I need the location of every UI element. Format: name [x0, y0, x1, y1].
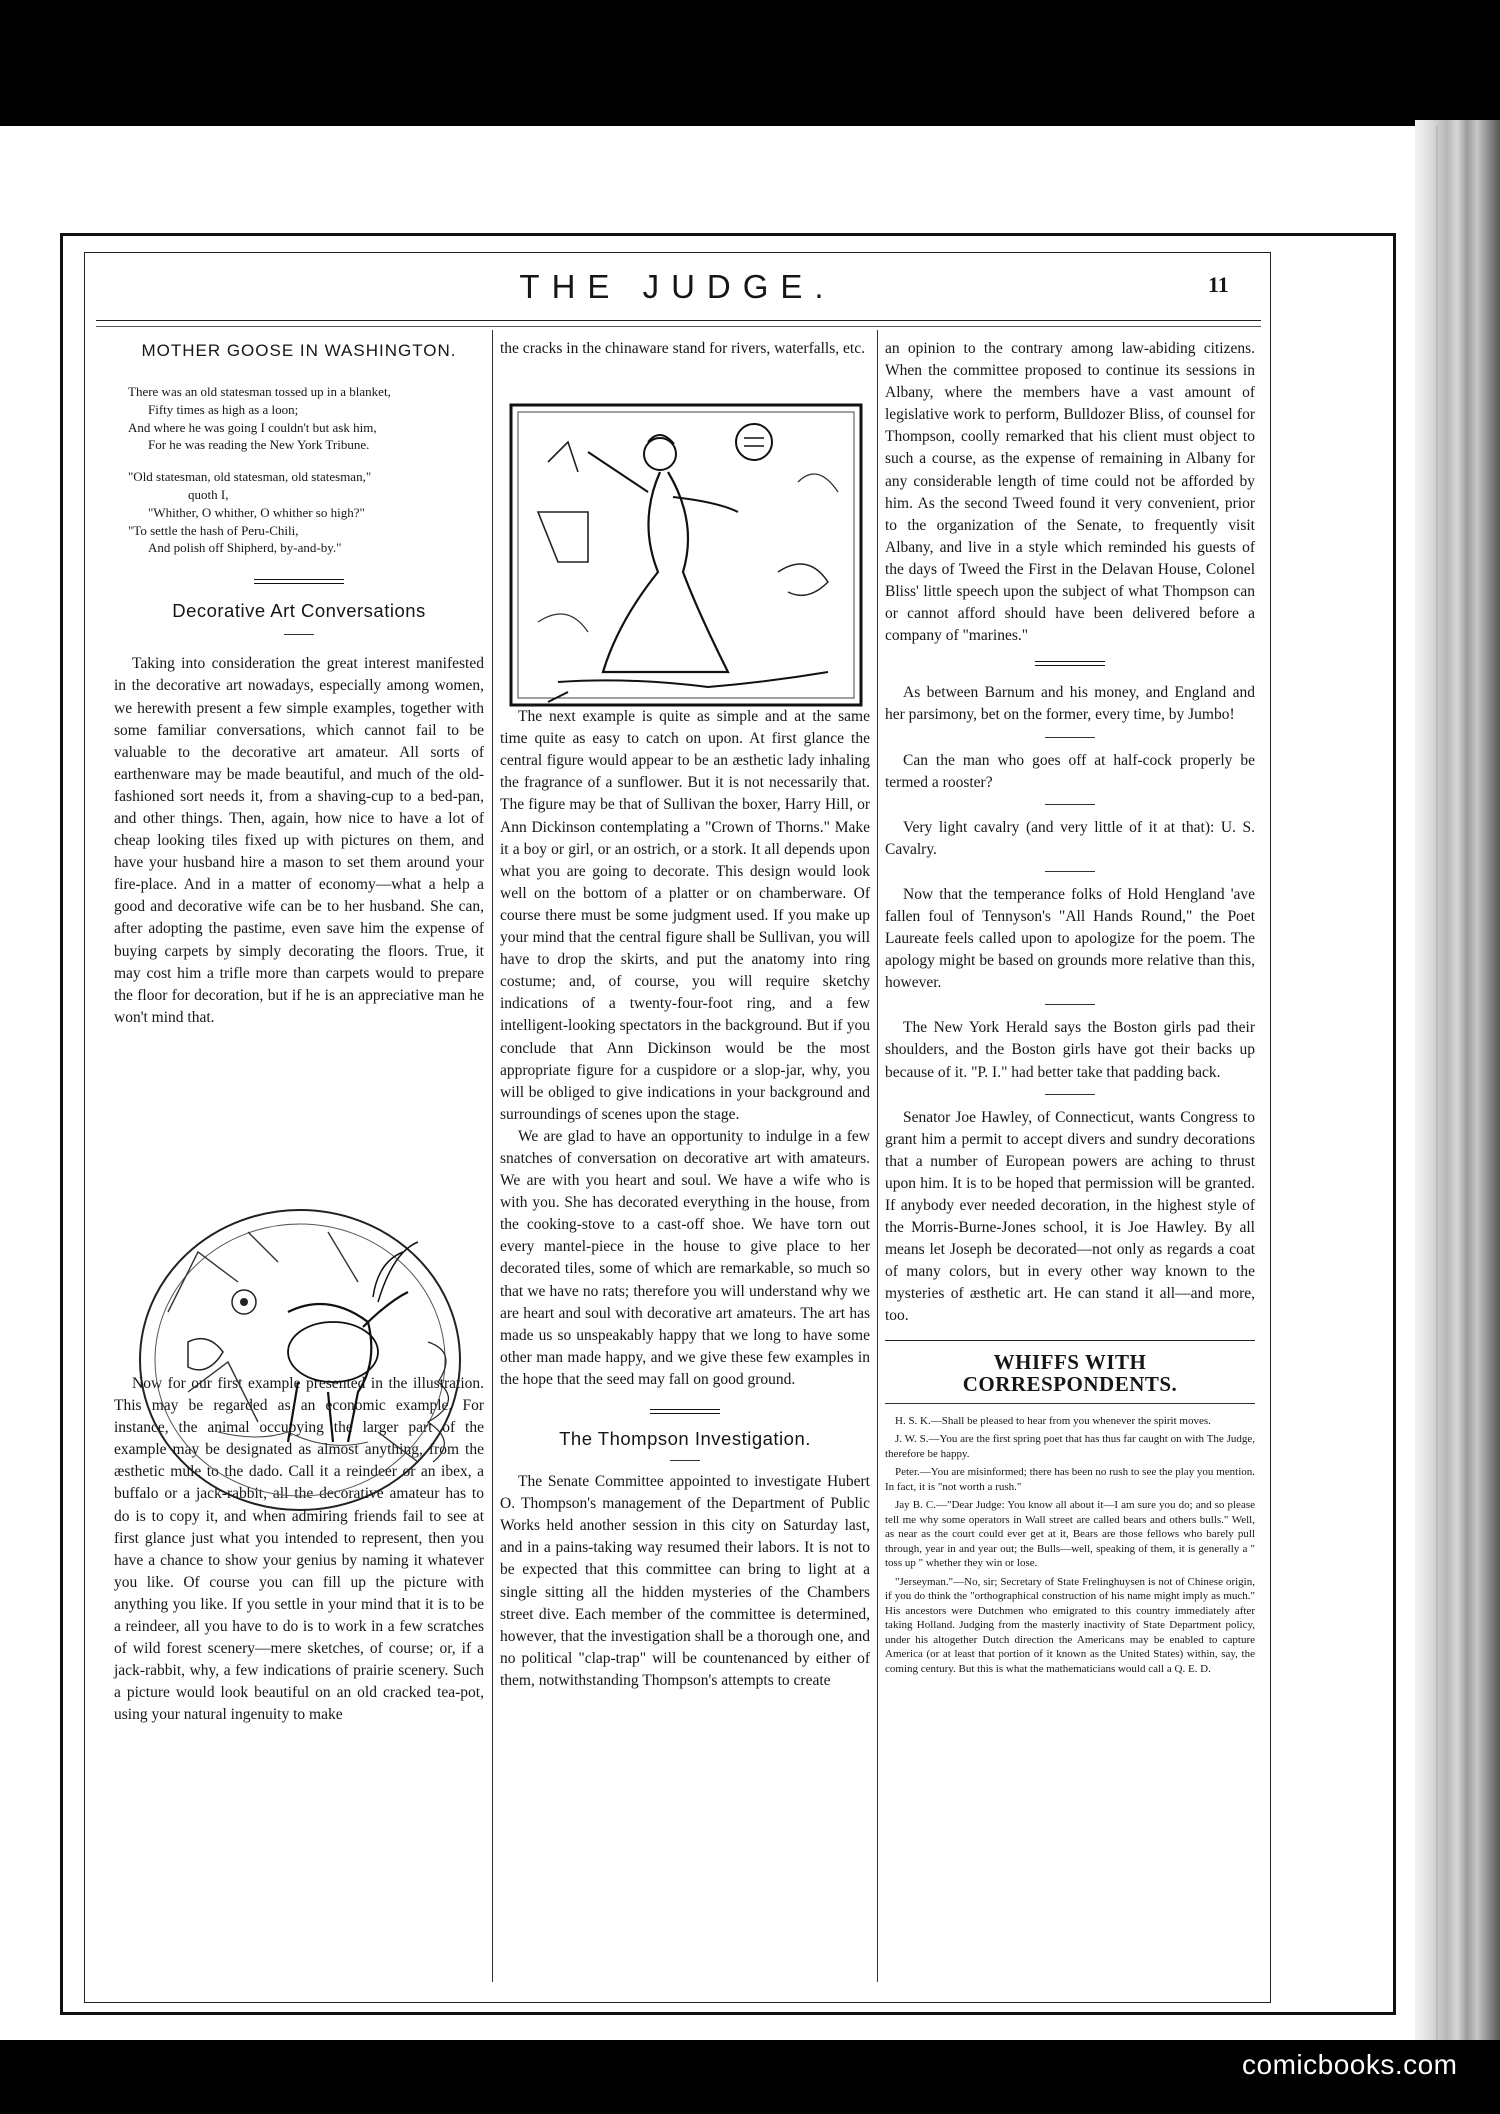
- item-separator: [1045, 804, 1095, 805]
- paragraph: Can the man who goes off at half-cock properly be termed a rooster?: [885, 751, 1255, 791]
- correspondent-note: J. W. S.—You are the first spring poet that has thus far caught on with The Judge, therefore be happy.: [885, 1433, 1255, 1460]
- item-separator: [1045, 1094, 1095, 1095]
- source-watermark: comicbooks.com: [1242, 2049, 1458, 2080]
- aesthetic-lady-tile-illustration: [508, 402, 864, 708]
- verse-line: "To settle the hash of Peru-Chili,: [128, 522, 299, 538]
- section-rule: [885, 1340, 1255, 1341]
- page-edge-line: [1436, 126, 1438, 2040]
- masthead-title: THE JUDGE.: [519, 268, 836, 305]
- section-divider: [885, 661, 1255, 666]
- paragraph: The Senate Committee appointed to investigate Hubert O. Thompson's management of the Department of Public Works held another session in this city on Saturday last, and in a pains-taking way resumed their labors. It is not to be expected that this committee can bring to light at a single sitting all the hidden mysteries of the Chambers street dive. Each member of the committee is determined, however, that the investigation shall be a thorough one, and no political "clap-trap" will be countenanced by either of them, notwithstanding Thompson's attempts to create: [500, 1473, 870, 1689]
- masthead-rule: [96, 320, 1261, 321]
- verse-line: There was an old statesman tossed up in a blanket,: [128, 384, 391, 400]
- item-separator: [1045, 737, 1095, 738]
- article-heading-decorative-art: Decorative Art Conversations: [172, 600, 426, 622]
- item-separator: [1045, 1004, 1095, 1005]
- column-divider: [877, 330, 878, 1982]
- correspondent-note: Jay B. C.—"Dear Judge: You know all about it—I am sure you do; and so please tell me why some operators in Wall street are called bears and others bulls." Well, as near as the court could ever get at it, Bears are those fellows who barely pull through, year in and year out; the Bulls—well, speaking of them, it is generally a " toss up " whether they win or lose.: [885, 1499, 1255, 1570]
- verse-line: And polish off Shipherd, by-and-by.": [148, 540, 342, 556]
- correspondents-list: [885, 1414, 1255, 1677]
- paragraph: the cracks in the chinaware stand for rivers, waterfalls, etc.: [500, 340, 865, 357]
- column-3: [885, 338, 1255, 1680]
- paragraph: Now that the temperance folks of Hold Hengland 'ave fallen foul of Tennyson's "All Hands Round," the Poet Laureate feels called upon to apologize for the poem. The apology might be based on grounds more relative than this, however.: [885, 885, 1255, 992]
- paragraph: As between Barnum and his money, and England and her parsimony, bet on the former, every time, by Jumbo!: [885, 684, 1255, 724]
- article-heading-whiffs: WHIFFS WITH CORRESPONDENTS.: [962, 1349, 1178, 1396]
- section-divider: [500, 1409, 870, 1414]
- masthead-rule-thin: [96, 326, 1261, 327]
- paragraph: Taking into consideration the great interest manifested in the decorative art nowadays, especially among women, we herewith present a few simple examples, together with some familiar conversations, which cannot fail to be valuable to the decorative art amateur. All sorts of earthenware may be made beautiful, and much of the old-fashioned sort needs it, from a shaving-cup to a bed-pan, and other things. Then, again, how nice to have a lot of cheap looking tiles fixed up with pictures on them, and have your husband hire a mason to set them around your fire-place. And in a matter of economy—what a help a good and decorative wife can be to her husband. She can, after adopting the pastime, even save him the expense of buying carpets by simply decorating the floors. True, it may cost him a trifle more than carpets would to prepare the floor for decoration, but if he is an appreciative man he won't mind that.: [114, 655, 484, 1026]
- paragraph: Very light cavalry (and very little of it at that): U. S. Cavalry.: [885, 818, 1255, 858]
- paragraph: an opinion to the contrary among law-abiding citizens. When the committee proposed to continue its sessions in Albany, where the members have a vast amount of legislative work to perform, Bulldozer Bliss, of counsel for Thompson, coolly remarked that his client must object to such a course, as the expense of remaining in Albany for any considerable length of time could not be afforded by him. As the second Tweed found it very convenient, prior to the organization of the Senate, to frequently visit Albany, and live in a style which reminded his guests of the days of Tweed the First in the Delavan House, Colonel Bliss' little speech upon the subject of what Thompson can or cannot afford should have been delivered before a company of "marines.": [885, 340, 1255, 645]
- paragraph: The next example is quite as simple and at the same time quite as easy to catch on upon. At first glance the central figure would appear to be an æsthetic lady inhaling the fragrance of a sunflower. But it is not necessarily that. The figure may be that of Sullivan the boxer, Harry Hill, or Ann Dickinson contemplating a "Crown of Thorns." Make it a boy or girl, or an ostrich, or a stork. It all depends upon what you are going to decorate. This design would look well on the bottom of a platter or on chamberware. Of course there must be some judgment used. If you make up your mind that the central figure shall be Sullivan, you will have to drop the skirts, and put the anatomy into ring costume; and, of course, you will require sketchy indications of a twenty-four-foot ring, and a few intelligent-looking spectators in the background. But if you conclude that Ann Dickinson would be the most appropriate figure for a cuspidore or a slop-jar, why, you will be obliged to give indications in your background and surroundings of scenes upon the stage.: [500, 708, 870, 1123]
- verse-line: "Old statesman, old statesman, old statesman,": [128, 469, 372, 485]
- correspondent-note: "Jerseyman."—No, sir; Secretary of State Frelinghuysen is not of Chinese origin, if you do think the "orthographical construction of his name might imply as much." His ancestors were Dutchmen who emigrated to this country immediately after taking Holland. Judging from the masterly inactivity of State Department policy, under his altogether Dutch direction the Americans may be enabled to capture America (or at least that portion of it known as the United States) within, say, the coming century. But this is what the mathematicians would call a Q. E. D.: [885, 1575, 1255, 1675]
- section-rule: [885, 1403, 1255, 1404]
- item-separator: [1045, 871, 1095, 872]
- paragraph: Now for our first example presented in the illustration. This may be regarded as an economic example. For instance, the animal occupying the larger part of the example may be designated as almost anything, from the æsthetic mule to the dado. Call it a reindeer or an ibex, a buffalo or a jack-rabbit, all the decorative amateur has to do is to copy it, and when admiring friends fail to see at first glance just what you intended to represent, then you have a chance to show your genius by naming it whatever you like. Of course you can fill up the picture with anything you like. If you settle in your mind that it is to be a reindeer, all you have to do is to work in a few scratches of wild forest scenery—mere sketches, of course; or, if a jack-rabbit, why, a few indications of prairie scenery. Such a picture would look beautiful on an old cracked tea-pot, using your natural ingenuity to make: [114, 1374, 484, 1724]
- verse-stanza-2: [114, 468, 484, 557]
- heading-underline: [670, 1460, 700, 1461]
- book-spine-edge: [1415, 120, 1500, 2045]
- heading-underline: [284, 634, 314, 635]
- correspondent-note: Peter.—You are misinformed; there has been no rush to see the play you mention. In fact, it is "not worth a rush.": [885, 1466, 1255, 1493]
- verse-line: For he was reading the New York Tribune.: [148, 437, 370, 453]
- column-divider: [492, 330, 493, 1982]
- decorative-plate-illustration: [128, 1192, 478, 1524]
- verse-stanza-1: [114, 383, 484, 454]
- paragraph: Senator Joe Hawley, of Connecticut, wants Congress to grant him a permit to accept divers and sundry decorations that a number of European powers are aching to thrust upon him. It is to be hoped that permission will be granted. If anybody ever needed decoration, in the highest style of the Morris-Burne-Jones school, it is Joe Hawley. By all means let Joseph be decorated—not only as regards a coat of many colors, but in every other way known to the mysteries of æsthetic art. He can stand it all—and more, too.: [885, 1108, 1255, 1325]
- article-heading-mother-goose: MOTHER GOOSE IN WASHINGTON.: [141, 341, 457, 360]
- verse-line: Fifty times as high as a loon;: [148, 401, 299, 417]
- paragraph: We are glad to have an opportunity to indulge in a few snatches of conversation on decorative art with amateurs. We are with you heart and soul. We have a wife who is with you. She has decorated everything in the house, from the cooking-stove to a cast-off shoe. We have torn out every mantel-piece in the house to give place to her decorated tiles, some of which are remarkable, so much so that we have no rats; therefore you will understand why we are heart and soul with decorative art amateurs. The art has made us so unspeakably happy that we long to have some other man made happy, and we give these few examples in the hope that the seed may fall on good ground.: [500, 1127, 870, 1388]
- scan-border-top: [0, 0, 1500, 126]
- verse-line: And where he was going I couldn't but ask him,: [128, 419, 377, 435]
- verse-line: "Whither, O whither, O whither so high?": [148, 504, 365, 520]
- paragraph: The New York Herald says the Boston girls pad their shoulders, and the Boston girls have got their backs up because of it. "P. I." had better take that padding back.: [885, 1019, 1255, 1081]
- page-number: 11: [1208, 272, 1229, 297]
- article-heading-thompson: The Thompson Investigation.: [559, 1428, 811, 1449]
- correspondent-note: H. S. K.—Shall be pleased to hear from you whenever the spirit moves.: [895, 1414, 1211, 1427]
- section-divider: [114, 579, 484, 584]
- verse-line: quoth I,: [188, 487, 229, 503]
